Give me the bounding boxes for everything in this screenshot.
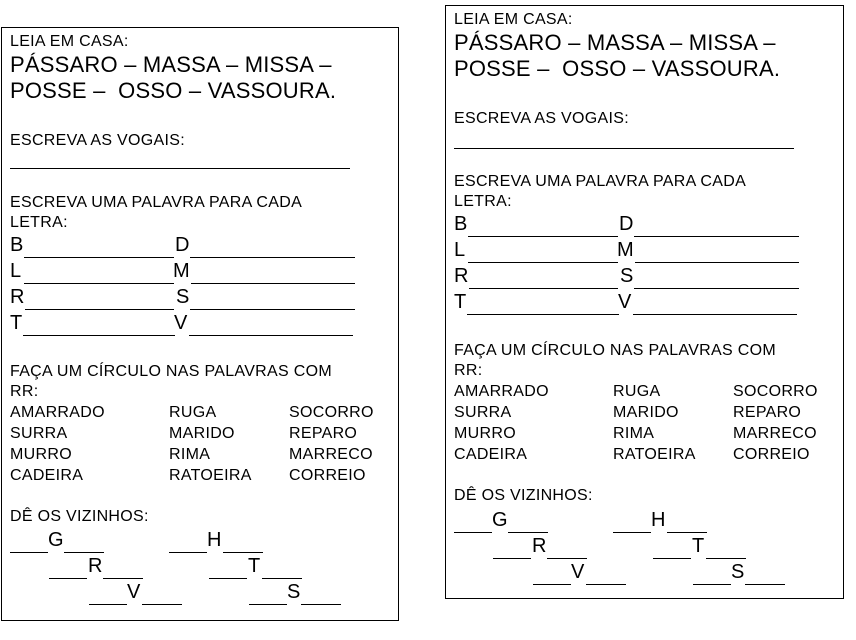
letter-l: L [454, 239, 466, 261]
read-words-line-2: POSSE – OSSO – VASSOURA. [454, 56, 781, 81]
word-heading-line-1: ESCREVA UMA PALAVRA PARA CADA [10, 194, 303, 211]
word-rima[interactable]: RIMA [613, 425, 655, 442]
word-socorro[interactable]: SOCORRO [289, 404, 374, 421]
word-ratoeira[interactable]: RATOEIRA [169, 467, 252, 484]
word-heading-line-2: LETRA: [454, 193, 512, 210]
neighbor-t-after-line[interactable] [706, 558, 746, 559]
word-murro[interactable]: MURRO [10, 446, 72, 463]
neighbor-s: S [287, 581, 301, 603]
neighbor-t: T [248, 555, 261, 577]
neighbor-v-before-line[interactable] [533, 584, 571, 585]
neighbor-s-after-line[interactable] [301, 604, 341, 605]
word-ruga[interactable]: RUGA [613, 383, 661, 400]
word-marreco[interactable]: MARRECO [289, 446, 373, 463]
neighbor-r: R [532, 535, 547, 557]
neighbor-h-before-line[interactable] [613, 532, 651, 533]
neighbor-v: V [127, 581, 141, 603]
word-ratoeira[interactable]: RATOEIRA [613, 446, 696, 463]
circle-heading-line-2: RR: [454, 362, 483, 379]
neighbor-s-before-line[interactable] [693, 584, 731, 585]
letter-d: D [619, 213, 634, 235]
neighbor-g-after-line[interactable] [64, 552, 104, 553]
letter-l-answer-line[interactable] [468, 262, 618, 263]
neighbor-g-after-line[interactable] [508, 532, 548, 533]
letter-t: T [10, 312, 23, 334]
word-reparo[interactable]: REPARO [289, 425, 358, 442]
letter-b-answer-line[interactable] [468, 236, 618, 237]
letter-m-answer-line[interactable] [191, 283, 355, 284]
letter-s: S [620, 265, 634, 287]
word-heading-line-2: LETRA: [10, 214, 68, 231]
word-amarrado[interactable]: AMARRADO [10, 404, 105, 421]
word-marreco[interactable]: MARRECO [733, 425, 817, 442]
word-socorro[interactable]: SOCORRO [733, 383, 818, 400]
read-words-line-2: POSSE – OSSO – VASSOURA. [10, 78, 337, 103]
circle-heading-line-2: RR: [10, 383, 39, 400]
word-heading-line-1: ESCREVA UMA PALAVRA PARA CADA [454, 173, 747, 190]
letter-t: T [454, 291, 467, 313]
neighbor-r: R [88, 555, 103, 577]
letter-l-answer-line[interactable] [24, 283, 174, 284]
read-words-line-1: PÁSSARO – MASSA – MISSA – [454, 30, 776, 55]
circle-heading-line-1: FAÇA UM CÍRCULO NAS PALAVRAS COM [454, 342, 776, 359]
neighbor-g: G [48, 529, 64, 551]
word-amarrado[interactable]: AMARRADO [454, 383, 549, 400]
vowels-answer-line[interactable] [454, 148, 794, 149]
neighbor-h-before-line[interactable] [169, 552, 207, 553]
vowels-answer-line[interactable] [10, 168, 350, 169]
neighbor-t-after-line[interactable] [262, 578, 302, 579]
word-correio[interactable]: CORREIO [733, 446, 810, 463]
word-ruga[interactable]: RUGA [169, 404, 217, 421]
letter-d-answer-line[interactable] [190, 257, 355, 258]
word-marido[interactable]: MARIDO [613, 404, 679, 421]
read-heading: LEIA EM CASA: [10, 33, 129, 50]
neighbor-r-after-line[interactable] [547, 558, 587, 559]
letter-m: M [617, 239, 634, 261]
neighbor-h-after-line[interactable] [223, 552, 263, 553]
letter-b: B [454, 213, 468, 235]
neighbor-s-after-line[interactable] [745, 584, 785, 585]
neighbor-v-before-line[interactable] [89, 604, 127, 605]
letter-v-answer-line[interactable] [189, 335, 353, 336]
neighbor-h: H [651, 509, 666, 531]
word-cadeira[interactable]: CADEIRA [454, 446, 528, 463]
word-murro[interactable]: MURRO [454, 425, 516, 442]
neighbor-r-before-line[interactable] [49, 578, 87, 579]
letter-r: R [10, 286, 25, 308]
word-surra[interactable]: SURRA [10, 425, 68, 442]
letter-l: L [10, 260, 22, 282]
word-marido[interactable]: MARIDO [169, 425, 235, 442]
word-correio[interactable]: CORREIO [289, 467, 366, 484]
letter-m: M [173, 260, 190, 282]
neighbor-s-before-line[interactable] [249, 604, 287, 605]
neighbor-r-before-line[interactable] [493, 558, 531, 559]
worksheet-card-left [1, 27, 399, 621]
letter-b: B [10, 234, 24, 256]
neighbor-h: H [207, 529, 222, 551]
neighbor-g: G [492, 509, 508, 531]
neighbor-t-before-line[interactable] [209, 578, 247, 579]
letter-v: V [618, 291, 632, 313]
letter-s-answer-line[interactable] [634, 288, 799, 289]
letter-t-answer-line[interactable] [467, 314, 619, 315]
letter-m-answer-line[interactable] [635, 262, 799, 263]
neighbor-t-before-line[interactable] [653, 558, 691, 559]
letter-t-answer-line[interactable] [23, 335, 175, 336]
neighbor-v-after-line[interactable] [142, 604, 182, 605]
letter-s-answer-line[interactable] [190, 309, 355, 310]
neighbor-v: V [571, 561, 585, 583]
neighbors-heading: DÊ OS VIZINHOS: [10, 508, 149, 525]
neighbors-heading: DÊ OS VIZINHOS: [454, 487, 593, 504]
neighbor-s: S [731, 561, 745, 583]
letter-r: R [454, 265, 469, 287]
read-heading: LEIA EM CASA: [454, 11, 573, 28]
worksheet-card-right [445, 5, 844, 599]
circle-heading-line-1: FAÇA UM CÍRCULO NAS PALAVRAS COM [10, 363, 332, 380]
vowels-heading: ESCREVA AS VOGAIS: [10, 132, 185, 149]
letter-s: S [176, 286, 190, 308]
word-rima[interactable]: RIMA [169, 446, 211, 463]
neighbor-g-before-line[interactable] [10, 552, 48, 553]
neighbor-v-after-line[interactable] [586, 584, 626, 585]
letter-v: V [174, 312, 188, 334]
letter-r-answer-line[interactable] [25, 309, 174, 310]
word-surra[interactable]: SURRA [454, 404, 512, 421]
neighbor-t: T [692, 535, 705, 557]
neighbor-r-after-line[interactable] [103, 578, 143, 579]
word-reparo[interactable]: REPARO [733, 404, 802, 421]
letter-v-answer-line[interactable] [633, 314, 797, 315]
letter-d-answer-line[interactable] [634, 236, 799, 237]
vowels-heading: ESCREVA AS VOGAIS: [454, 110, 629, 127]
read-words-line-1: PÁSSARO – MASSA – MISSA – [10, 52, 332, 77]
letter-b-answer-line[interactable] [24, 257, 174, 258]
neighbor-g-before-line[interactable] [454, 532, 492, 533]
letter-d: D [175, 234, 190, 256]
word-cadeira[interactable]: CADEIRA [10, 467, 84, 484]
neighbor-h-after-line[interactable] [667, 532, 707, 533]
letter-r-answer-line[interactable] [469, 288, 618, 289]
